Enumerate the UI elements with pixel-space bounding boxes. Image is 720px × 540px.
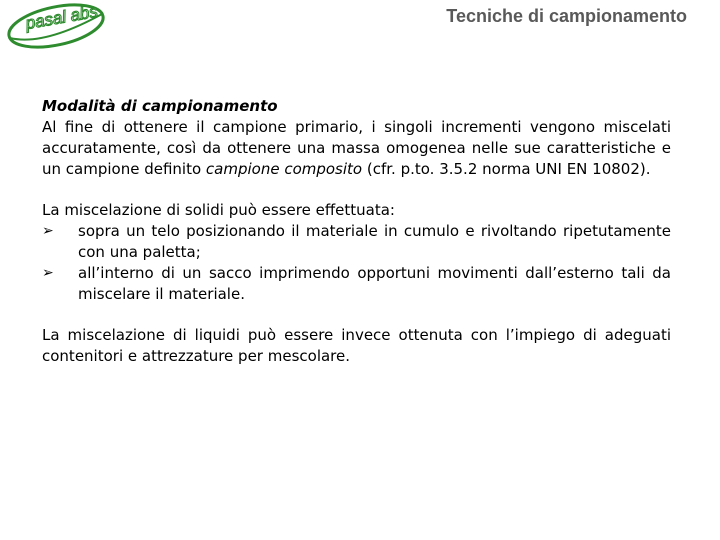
list-item bbox=[42, 263, 671, 305]
section-heading: Modalità di campionamento bbox=[42, 97, 278, 115]
list-item bbox=[42, 221, 671, 263]
intro-term: campione composito bbox=[205, 160, 363, 178]
solids-intro: La miscelazione di solidi può essere effettuata: bbox=[42, 201, 395, 219]
list-item-text: sopra un telo posizionando il materiale in cumulo e rivoltando ripetutamente con una paletta; bbox=[78, 222, 671, 261]
logo-graphic bbox=[4, 2, 108, 50]
intro-paragraph bbox=[42, 117, 671, 180]
svg-text:pasal abs: pasal abs bbox=[24, 2, 100, 34]
liquids-paragraph: La miscelazione di liquidi può essere invece ottenuta con l’impiego di adeguati contenitori e attrezzature per mescolare. bbox=[42, 326, 671, 365]
intro-text-start: Al fine di ottenere il campione primario, i singoli incrementi vengono miscelati accuratamente, così da ottenere una massa omogenea nelle sue caratteristiche e un campione definito bbox=[42, 118, 671, 178]
logo bbox=[4, 2, 108, 50]
list-item-text: all’interno di un sacco imprimendo opportuni movimenti dall’esterno tali da miscelare il materiale. bbox=[78, 264, 671, 303]
arrow-bullet-icon: ➢ bbox=[42, 265, 54, 281]
bullet-list bbox=[42, 221, 671, 305]
page-title: Tecniche di campionamento bbox=[446, 6, 687, 26]
svg-text:........: ........ bbox=[34, 32, 47, 41]
slide-body bbox=[42, 96, 671, 367]
arrow-bullet-icon: ➢ bbox=[42, 223, 54, 239]
intro-text-end: (cfr. p.to. 3.5.2 norma UNI EN 10802). bbox=[362, 160, 651, 178]
